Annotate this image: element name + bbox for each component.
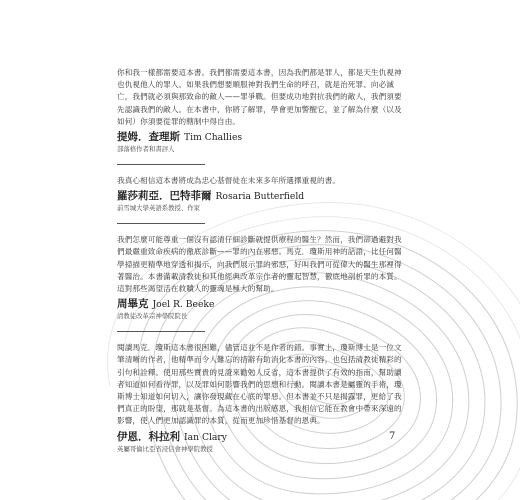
author-name-latin: Rosaria Butterfield — [215, 191, 305, 203]
endorsement-quote: 你和我一樣都需要這本書。我們都需要這本書，因為我們都是罪人，都是天生仇視神也仇視他人的罪人。如果我們想要順服神對我們生命的呼召，就是治死罪、向必滅亡，我們就必須與那致命的敵人——罪爭戰。但要成功地對抗我們的敵人，我們須要先認識我們的敵人。在本書中，你將了解罪，學會更加警醒它，並了解為什麼（以及如何）你須要從罪的轄制中得自由。 — [117, 68, 402, 126]
author-title: 前雪城大學英語系教授、作家 — [117, 204, 201, 213]
endorsement-entry — [117, 234, 407, 321]
author-name-cjk: 提姆．查理斯 — [117, 131, 180, 144]
author-title: 清教徒改革宗神學院院長 — [117, 312, 188, 321]
endorsements-list — [117, 67, 407, 454]
author-name-cjk: 伊恩．科拉利 — [117, 430, 180, 443]
divider — [117, 164, 205, 165]
endorsement-quote: 我真心相信這本書將成為忠心基督徒在未來多年所選擇重視的書。 — [117, 176, 341, 186]
endorsement-author — [117, 131, 407, 144]
divider — [117, 331, 205, 332]
endorsement-author — [117, 431, 407, 444]
divider — [117, 223, 205, 224]
endorsement-entry — [117, 342, 407, 453]
endorsement-author — [117, 298, 407, 311]
author-name-cjk: 周畢克 — [117, 298, 149, 311]
author-name-cjk: 羅莎莉亞．巴特菲爾 — [117, 190, 212, 203]
author-title: 部落格作者和書評人 — [117, 145, 175, 154]
endorsement-quote: 我們怎麼可能尊重一個沒有認清仔細診斷就提供療程的醫生？然而，我們卻過避對我們最嚴重致命疾病的徹底診斷——罪的內在邪惡。馬克．瓊斯用神的話語，比任何醫學掃描更精準地穿透和揭示，向我們展示罪的邪惡，好叫我們可從偉大的醫生那裡得著醫治。本書滿載清教徒和其他經典改革宗作者的靈起智慧，徹底地剖析罪的本質。這對那些渴望活在救贖人的靈魂是極大的幫助。 — [117, 235, 402, 294]
author-title: 英屬哥倫比亞省浸信會神學院教授 — [117, 444, 213, 453]
page-number: 7 — [389, 431, 396, 442]
endorsement-author — [117, 190, 407, 203]
endorsement-entry — [117, 67, 407, 154]
author-name-latin: Joel R. Beeke — [152, 299, 215, 311]
author-name-latin: Tim Challies — [184, 132, 243, 144]
endorsement-quote: 閱讀馬克．瓊斯這本書很困難，儘管這並不是作者的錯。事實上，瓊斯博士是一位文筆清晰的作者，他精準而令人難忘的措辭有助消化本書的內容，也包括清教徒精彩的引句和詮釋。使用那些寶貴的見證來勸勉人反省，這本書提供了有效的指南，幫助讀者知道如何看待罪，以及罪如何影響我們的思想和行動。閱讀本書是屬靈的手術，瓊斯博士知道如何切入，讓你發現藏在心底的罪惡。但本書並不只是揭露罪，更給了我們真正的盼望，那就是基督。為這本書的出版感恩，我相信它能在教會中帶來深遠的影響，使人們更加認識罪的本質，從而更加珍惜基督的恩典。 — [117, 343, 402, 426]
author-name-latin: Ian Clary — [184, 431, 227, 443]
endorsement-entry — [117, 175, 407, 213]
